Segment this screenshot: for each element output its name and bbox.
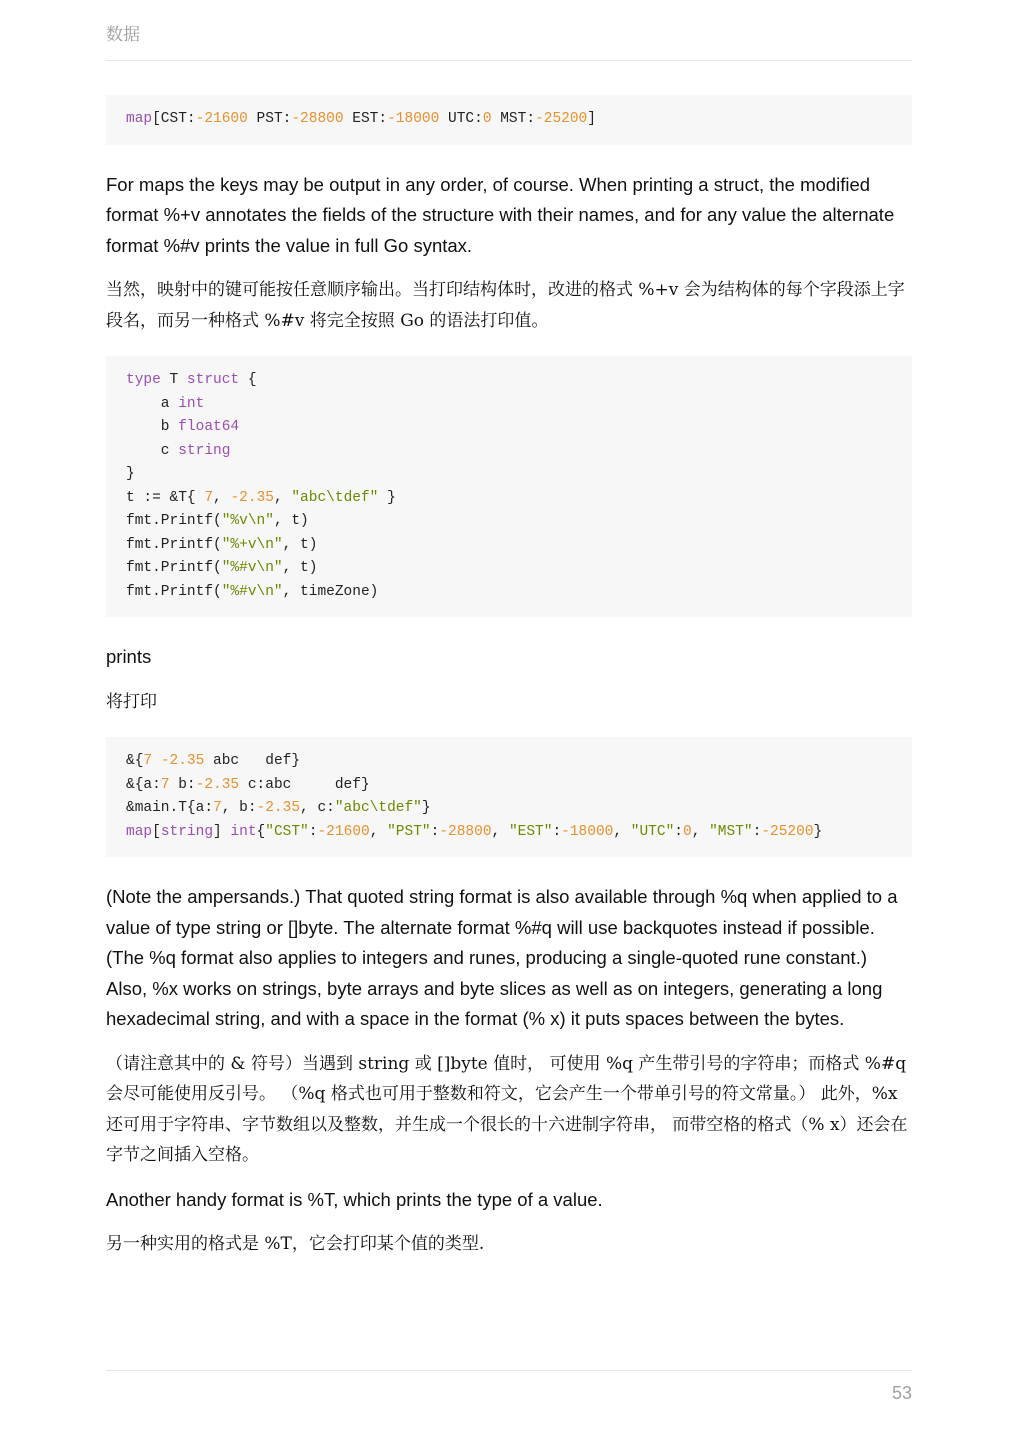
code-token: fmt.Printf( bbox=[126, 536, 222, 553]
code-token: , bbox=[491, 823, 509, 840]
code-token: [CST: bbox=[152, 111, 196, 127]
chapter-title: 数据 bbox=[106, 25, 140, 45]
code-token: 7 bbox=[213, 800, 222, 816]
code-token: b: bbox=[169, 776, 196, 793]
code-token: , t) bbox=[282, 536, 318, 553]
code-token: EST: bbox=[343, 111, 388, 127]
code-token: &{a: bbox=[126, 776, 161, 793]
code-token: : bbox=[308, 823, 318, 840]
code-token: "PST" bbox=[387, 823, 431, 840]
code-line bbox=[126, 440, 892, 464]
paragraph-en-type-format: Another handy format is %T, which prints the type of a value. bbox=[106, 1188, 603, 1210]
code-token: "EST" bbox=[508, 823, 553, 840]
page-number: 53 bbox=[891, 1383, 912, 1403]
page-footer bbox=[106, 1370, 912, 1403]
code-line bbox=[126, 797, 892, 821]
code-token: MST: bbox=[491, 111, 536, 127]
code-token: "abc\tdef" bbox=[334, 800, 422, 816]
code-token: -2.35 bbox=[195, 776, 240, 793]
code-line bbox=[126, 534, 892, 558]
code-token: -21600 bbox=[317, 823, 370, 840]
code-token: , bbox=[273, 489, 292, 506]
code-token: ] bbox=[587, 111, 596, 127]
paragraph-en-prints: prints bbox=[106, 646, 152, 667]
code-token: : bbox=[552, 823, 562, 840]
code-token: map bbox=[126, 823, 153, 840]
code-token: : bbox=[430, 823, 440, 840]
code-token: string bbox=[160, 823, 214, 840]
code-token: : bbox=[674, 823, 683, 840]
paragraph-zh-type-format: 另一种实用的格式是 %T，它会打印某个值的类型. bbox=[106, 1234, 485, 1254]
code-line bbox=[126, 821, 892, 845]
code-token: 0 bbox=[683, 823, 692, 840]
code-token: , bbox=[213, 489, 231, 506]
code-token: -2.35 bbox=[160, 753, 205, 769]
page-header bbox=[106, 22, 912, 61]
code-token: -2.35 bbox=[256, 800, 301, 816]
code-line bbox=[126, 557, 892, 581]
code-token: &{ bbox=[126, 753, 144, 769]
code-token: "MST" bbox=[709, 823, 753, 840]
code-token: { bbox=[239, 372, 257, 388]
code-token bbox=[152, 753, 161, 769]
paragraph-zh-maps: 当然，映射中的键可能按任意顺序输出。当打印结构体时，改进的格式 %+v 会为结构体的每个字段添上字段名，而另一种格式 %#v 将完全按照 Go 的语法打印值。 bbox=[106, 280, 905, 331]
code-token: , bbox=[613, 823, 631, 840]
code-token: 7 bbox=[143, 753, 153, 769]
code-token: } bbox=[421, 800, 431, 816]
code-block-output-map bbox=[106, 95, 912, 145]
code-token: , b: bbox=[221, 800, 257, 816]
code-token: "CST" bbox=[265, 823, 309, 840]
code-line bbox=[126, 487, 892, 511]
code-line bbox=[126, 510, 892, 534]
code-token: a bbox=[126, 395, 179, 412]
code-token: } bbox=[813, 823, 823, 840]
code-line bbox=[126, 463, 892, 487]
code-token: fmt.Printf( bbox=[126, 560, 222, 576]
paragraph-en-maps: For maps the keys may be output in any order, of course. When printing a struct, the modified format %+v annotates the fields of the structure with their names, and for any value the alternate format %#v prints the value in full Go syntax. bbox=[106, 173, 895, 256]
code-token: , c: bbox=[300, 800, 335, 816]
code-token: -28800 bbox=[291, 111, 344, 127]
code-token: "abc\tdef" bbox=[291, 489, 379, 506]
code-token: int bbox=[230, 823, 257, 840]
paragraph-zh-prints: 将打印 bbox=[106, 691, 157, 712]
code-token: map bbox=[126, 111, 153, 127]
code-line bbox=[126, 750, 892, 774]
code-token: PST: bbox=[247, 111, 292, 127]
code-token: -2.35 bbox=[230, 489, 274, 506]
code-token: -21600 bbox=[195, 111, 248, 127]
code-token: c:abc def} bbox=[239, 776, 370, 793]
code-token: -18000 bbox=[387, 111, 440, 127]
code-token: , t) bbox=[273, 513, 309, 529]
code-token: struct bbox=[186, 372, 240, 388]
code-token: b bbox=[126, 419, 179, 435]
code-line bbox=[126, 774, 892, 798]
code-token: "%+v\n" bbox=[221, 536, 283, 553]
code-token: fmt.Printf( bbox=[126, 513, 222, 529]
code-token: } bbox=[126, 466, 135, 482]
paragraph-en-quoted-format: (Note the ampersands.) That quoted string format is also available through %q when applied to a value of type string or []byte. The alternate format %#q will use backquotes instead if possible. (The %q format also applies to integers and runes, producing a single-quoted rune constant.) Also, %x works on strings, byte arrays and byte slices as well as on integers, generating a long hexadecimal string, and with a space in the format (% x) it puts spaces between the bytes. bbox=[106, 886, 898, 1029]
code-token: , bbox=[369, 823, 388, 840]
code-token: , timeZone) bbox=[282, 583, 379, 600]
code-token: -18000 bbox=[561, 823, 614, 840]
code-token: "%v\n" bbox=[221, 513, 274, 529]
code-token: , bbox=[691, 823, 710, 840]
code-token: } bbox=[378, 489, 396, 506]
code-token: -25200 bbox=[535, 111, 588, 127]
code-token: "%#v\n" bbox=[221, 583, 283, 600]
code-token: 0 bbox=[482, 111, 492, 127]
code-block-struct-example bbox=[106, 356, 912, 617]
code-token: : bbox=[752, 823, 762, 840]
code-token: "%#v\n" bbox=[221, 560, 283, 576]
paragraph-zh-quoted-format: （请注意其中的 & 符号）当遇到 string 或 []byte 值时， 可使用 %q 产生带引号的字符串；而格式 %#q 会尽可能使用反引号。 （%q 格式也可用于整数和符文，它会产生一个带单引号的符文常量。） 此外，%x 还可用于字符串、字节数组以及整数，并生成一个很长的十六进制字符串， 而带空格的格式（% x）还会在字节之间插入空格。 bbox=[106, 1053, 908, 1165]
code-line bbox=[126, 416, 892, 440]
code-token: t := &T{ bbox=[126, 489, 205, 506]
code-token: { bbox=[256, 823, 266, 840]
code-line bbox=[126, 393, 892, 417]
code-token: -25200 bbox=[761, 823, 814, 840]
code-token: &main.T{a: bbox=[126, 800, 214, 816]
code-token: int bbox=[178, 395, 205, 412]
code-line bbox=[126, 108, 892, 132]
code-token: , t) bbox=[282, 560, 318, 576]
code-line bbox=[126, 369, 892, 393]
code-token: string bbox=[178, 442, 231, 459]
page-content bbox=[106, 95, 912, 1260]
code-token: ] bbox=[213, 823, 231, 840]
code-token: UTC: bbox=[439, 111, 483, 127]
code-token: -28800 bbox=[439, 823, 492, 840]
code-token: 7 bbox=[204, 489, 214, 506]
code-token: [ bbox=[152, 823, 161, 840]
code-token: "UTC" bbox=[630, 823, 675, 840]
code-token: c bbox=[126, 442, 179, 459]
code-token: fmt.Printf( bbox=[126, 583, 222, 600]
code-token: 7 bbox=[160, 776, 170, 793]
code-block-printed-output bbox=[106, 737, 912, 857]
code-token: float64 bbox=[178, 419, 240, 435]
code-token: T bbox=[160, 372, 187, 388]
code-token: type bbox=[126, 372, 161, 388]
code-token: abc def} bbox=[204, 753, 301, 769]
page bbox=[106, 0, 912, 1440]
code-line bbox=[126, 581, 892, 605]
